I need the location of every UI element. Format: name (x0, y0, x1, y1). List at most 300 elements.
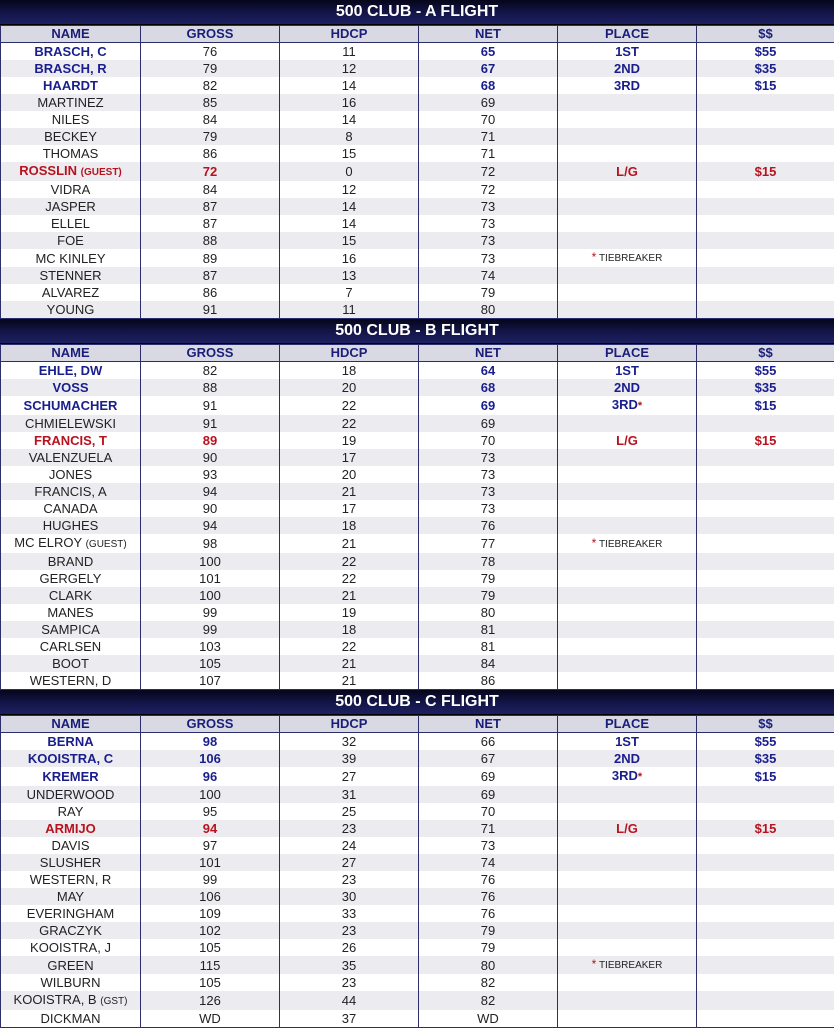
player-name-cell (1, 111, 141, 128)
payout (697, 145, 834, 162)
player-name: HUGHES (43, 518, 99, 533)
net-score: 72 (419, 162, 558, 181)
player-name: DAVIS (51, 838, 89, 853)
gross-score: 84 (141, 181, 280, 198)
place: 3RD (614, 78, 640, 93)
net-score: 73 (419, 483, 558, 500)
player-name-cell (1, 432, 141, 449)
gross-score: 93 (141, 466, 280, 483)
player-name: MC ELROY (14, 535, 82, 550)
gross-score: 91 (141, 396, 280, 415)
gross-score: 88 (141, 379, 280, 396)
handicap: 27 (280, 854, 419, 871)
player-name: MARTINEZ (37, 95, 103, 110)
column-header: NET (419, 26, 558, 43)
handicap: 23 (280, 922, 419, 939)
payout: $15 (697, 162, 834, 181)
net-score: 70 (419, 432, 558, 449)
player-name-cell (1, 820, 141, 837)
handicap: 20 (280, 379, 419, 396)
place-cell (558, 396, 697, 415)
table-row (1, 786, 834, 803)
player-name: WESTERN, D (30, 673, 112, 688)
tiebreaker-note: TIEBREAKER (599, 960, 662, 971)
table-row (1, 638, 834, 655)
net-score: 69 (419, 415, 558, 432)
place: 1ST (615, 363, 639, 378)
table-row (1, 888, 834, 905)
player-name: BRASCH, R (34, 61, 106, 76)
player-name: MC KINLEY (35, 251, 105, 266)
place: 3RD (612, 397, 638, 412)
net-score: 67 (419, 60, 558, 77)
payout: $55 (697, 733, 834, 751)
table-row (1, 483, 834, 500)
payout (697, 500, 834, 517)
place-cell (558, 1010, 697, 1028)
gross-score: 105 (141, 939, 280, 956)
place-cell (558, 553, 697, 570)
handicap: 22 (280, 415, 419, 432)
place-cell (558, 517, 697, 534)
player-name: THOMAS (43, 146, 99, 161)
table-row (1, 362, 834, 380)
player-name-cell (1, 672, 141, 690)
gross-score: 95 (141, 803, 280, 820)
place: 1ST (615, 44, 639, 59)
player-name-cell (1, 466, 141, 483)
player-name-cell (1, 232, 141, 249)
player-name-cell (1, 500, 141, 517)
payout: $35 (697, 60, 834, 77)
table-row (1, 449, 834, 466)
place-cell (558, 60, 697, 77)
place-cell (558, 466, 697, 483)
player-name: SAMPICA (41, 622, 100, 637)
tiebreak-asterisk: * (638, 400, 642, 412)
handicap: 22 (280, 570, 419, 587)
player-name: CLARK (49, 588, 92, 603)
handicap: 0 (280, 162, 419, 181)
gross-score: 101 (141, 854, 280, 871)
place-cell (558, 922, 697, 939)
place-cell (558, 181, 697, 198)
gross-score: 101 (141, 570, 280, 587)
place-cell (558, 232, 697, 249)
handicap: 16 (280, 249, 419, 267)
net-score: 73 (419, 837, 558, 854)
table-row (1, 379, 834, 396)
gross-score: 105 (141, 655, 280, 672)
handicap: 18 (280, 362, 419, 380)
gross-score: 109 (141, 905, 280, 922)
player-name: GRACZYK (39, 923, 102, 938)
net-score: 73 (419, 249, 558, 267)
player-name-cell (1, 587, 141, 604)
net-score: 81 (419, 621, 558, 638)
player-name-cell (1, 854, 141, 871)
place-cell (558, 733, 697, 751)
payout (697, 854, 834, 871)
place-cell (558, 43, 697, 61)
header-row (1, 26, 834, 43)
table-row (1, 905, 834, 922)
player-name-cell (1, 181, 141, 198)
player-name: ROSSLIN (19, 163, 77, 178)
net-score: 76 (419, 871, 558, 888)
table-row (1, 77, 834, 94)
place: 2ND (614, 751, 640, 766)
payout (697, 974, 834, 991)
column-header: PLACE (558, 345, 697, 362)
gross-score: 91 (141, 415, 280, 432)
table-row (1, 820, 834, 837)
gross-score: 100 (141, 587, 280, 604)
payout (697, 181, 834, 198)
payout: $15 (697, 77, 834, 94)
player-name: FRANCIS, A (34, 484, 106, 499)
player-name: KOOISTRA, B (14, 992, 97, 1007)
guest-tag: (GUEST) (86, 539, 127, 550)
gross-score: 82 (141, 362, 280, 380)
table-row (1, 621, 834, 638)
gross-score: 102 (141, 922, 280, 939)
gross-score: 79 (141, 60, 280, 77)
gross-score: 87 (141, 198, 280, 215)
player-name-cell (1, 60, 141, 77)
handicap: 23 (280, 871, 419, 888)
payout (697, 301, 834, 319)
table-row (1, 553, 834, 570)
handicap: 25 (280, 803, 419, 820)
table-row (1, 570, 834, 587)
payout (697, 786, 834, 803)
player-name: JASPER (45, 199, 96, 214)
table-row (1, 922, 834, 939)
gross-score: 94 (141, 483, 280, 500)
payout (697, 249, 834, 267)
place-cell (558, 905, 697, 922)
table-row (1, 733, 834, 751)
column-header: HDCP (280, 26, 419, 43)
table-row (1, 60, 834, 77)
player-name: NILES (52, 112, 90, 127)
place-cell (558, 837, 697, 854)
table-row (1, 232, 834, 249)
handicap: 11 (280, 43, 419, 61)
net-score: 84 (419, 655, 558, 672)
table-row (1, 672, 834, 690)
table-row (1, 871, 834, 888)
player-name: CANADA (43, 501, 97, 516)
player-name: CHMIELEWSKI (25, 416, 116, 431)
handicap: 12 (280, 181, 419, 198)
player-name-cell (1, 786, 141, 803)
handicap: 15 (280, 145, 419, 162)
net-score: 82 (419, 991, 558, 1010)
payout (697, 284, 834, 301)
handicap: 22 (280, 638, 419, 655)
player-name-cell (1, 215, 141, 232)
payout (697, 1010, 834, 1028)
player-name: MAY (57, 889, 84, 904)
tiebreaker-note: TIEBREAKER (599, 253, 662, 264)
handicap: 19 (280, 604, 419, 621)
net-score: 73 (419, 500, 558, 517)
place: 2ND (614, 61, 640, 76)
player-name-cell (1, 638, 141, 655)
handicap: 21 (280, 655, 419, 672)
player-name-cell (1, 1010, 141, 1028)
payout: $15 (697, 432, 834, 449)
place-cell (558, 145, 697, 162)
gross-score: 99 (141, 604, 280, 621)
player-name: KREMER (42, 769, 98, 784)
gross-score: 97 (141, 837, 280, 854)
net-score: 71 (419, 145, 558, 162)
table-row (1, 415, 834, 432)
gross-score: 106 (141, 750, 280, 767)
payout: $15 (697, 767, 834, 786)
payout (697, 415, 834, 432)
player-name-cell (1, 939, 141, 956)
player-name-cell (1, 655, 141, 672)
net-score: 73 (419, 215, 558, 232)
results-table (0, 715, 834, 1028)
player-name: MANES (47, 605, 93, 620)
gross-score: 88 (141, 232, 280, 249)
handicap: 14 (280, 215, 419, 232)
table-row (1, 43, 834, 61)
gross-score: 100 (141, 786, 280, 803)
handicap: 44 (280, 991, 419, 1010)
payout (697, 672, 834, 690)
net-score: 79 (419, 939, 558, 956)
net-score: WD (419, 1010, 558, 1028)
player-name: BRASCH, C (34, 44, 106, 59)
table-row (1, 284, 834, 301)
table-row (1, 767, 834, 786)
player-name-cell (1, 871, 141, 888)
handicap: 22 (280, 396, 419, 415)
tiebreak-asterisk: * (638, 771, 642, 783)
player-name: WILBURN (41, 975, 101, 990)
net-score: 81 (419, 638, 558, 655)
column-header: NAME (1, 26, 141, 43)
payout (697, 111, 834, 128)
player-name: ELLEL (51, 216, 90, 231)
player-name: BECKEY (44, 129, 97, 144)
gross-score: 99 (141, 871, 280, 888)
column-header: PLACE (558, 716, 697, 733)
column-header: GROSS (141, 345, 280, 362)
guest-tag: (GUEST) (81, 167, 122, 178)
net-score: 71 (419, 128, 558, 145)
gross-score: 106 (141, 888, 280, 905)
player-name-cell (1, 888, 141, 905)
player-name-cell (1, 301, 141, 319)
gross-score: 86 (141, 284, 280, 301)
table-row (1, 301, 834, 319)
place-cell (558, 128, 697, 145)
gross-score: 126 (141, 991, 280, 1010)
player-name: KOOISTRA, J (30, 940, 111, 955)
table-row (1, 128, 834, 145)
player-name: VIDRA (51, 182, 91, 197)
payout (697, 638, 834, 655)
table-row (1, 837, 834, 854)
player-name-cell (1, 415, 141, 432)
player-name-cell (1, 362, 141, 380)
net-score: 72 (419, 181, 558, 198)
handicap: 12 (280, 60, 419, 77)
handicap: 23 (280, 820, 419, 837)
place-cell (558, 162, 697, 181)
handicap: 17 (280, 449, 419, 466)
net-score: 69 (419, 786, 558, 803)
handicap: 20 (280, 466, 419, 483)
player-name-cell (1, 837, 141, 854)
column-header: PLACE (558, 26, 697, 43)
place-cell (558, 198, 697, 215)
handicap: 8 (280, 128, 419, 145)
payout (697, 570, 834, 587)
column-header: NET (419, 345, 558, 362)
handicap: 21 (280, 534, 419, 553)
player-name: VALENZUELA (29, 450, 113, 465)
player-name-cell (1, 570, 141, 587)
payout (697, 198, 834, 215)
net-score: 82 (419, 974, 558, 991)
player-name: SLUSHER (40, 855, 101, 870)
gross-score: 79 (141, 128, 280, 145)
payout (697, 888, 834, 905)
gross-score: 115 (141, 956, 280, 974)
payout: $15 (697, 820, 834, 837)
player-name-cell (1, 991, 141, 1010)
gross-score: 90 (141, 500, 280, 517)
player-name-cell (1, 483, 141, 500)
player-name: FRANCIS, T (34, 433, 107, 448)
net-score: 80 (419, 956, 558, 974)
player-name: STENNER (39, 268, 101, 283)
player-name: UNDERWOOD (27, 787, 115, 802)
place-cell (558, 604, 697, 621)
net-score: 68 (419, 379, 558, 396)
table-row (1, 94, 834, 111)
player-name: YOUNG (47, 302, 95, 317)
table-row (1, 396, 834, 415)
gross-score: 91 (141, 301, 280, 319)
player-name-cell (1, 379, 141, 396)
net-score: 76 (419, 517, 558, 534)
table-row (1, 249, 834, 267)
table-row (1, 145, 834, 162)
net-score: 79 (419, 922, 558, 939)
gross-score: 100 (141, 553, 280, 570)
player-name-cell (1, 767, 141, 786)
net-score: 73 (419, 198, 558, 215)
place-cell (558, 991, 697, 1010)
net-score: 70 (419, 803, 558, 820)
net-score: 74 (419, 267, 558, 284)
place-cell (558, 750, 697, 767)
table-row (1, 854, 834, 871)
place-cell (558, 655, 697, 672)
payout: $55 (697, 43, 834, 61)
column-header: GROSS (141, 716, 280, 733)
gross-score: 89 (141, 249, 280, 267)
player-name-cell (1, 974, 141, 991)
place-cell (558, 786, 697, 803)
net-score: 78 (419, 553, 558, 570)
table-row (1, 267, 834, 284)
handicap: 7 (280, 284, 419, 301)
place-cell (558, 621, 697, 638)
player-name-cell (1, 956, 141, 974)
gross-score: 105 (141, 974, 280, 991)
column-header: NET (419, 716, 558, 733)
handicap: 18 (280, 621, 419, 638)
player-name-cell (1, 733, 141, 751)
handicap: 37 (280, 1010, 419, 1028)
results-table (0, 25, 834, 319)
payout (697, 621, 834, 638)
player-name: HAARDT (43, 78, 98, 93)
place-cell (558, 767, 697, 786)
player-name: VOSS (52, 380, 88, 395)
payout (697, 232, 834, 249)
column-header: $$ (697, 345, 834, 362)
player-name-cell (1, 284, 141, 301)
player-name-cell (1, 449, 141, 466)
player-name: GREEN (47, 958, 93, 973)
column-header: HDCP (280, 716, 419, 733)
table-row (1, 162, 834, 181)
place-cell (558, 379, 697, 396)
handicap: 24 (280, 837, 419, 854)
place-cell (558, 449, 697, 466)
player-name-cell (1, 145, 141, 162)
player-name-cell (1, 94, 141, 111)
payout (697, 991, 834, 1010)
payout (697, 803, 834, 820)
column-header: NAME (1, 716, 141, 733)
header-row (1, 716, 834, 733)
handicap: 11 (280, 301, 419, 319)
player-name-cell (1, 553, 141, 570)
player-name-cell (1, 621, 141, 638)
place-cell (558, 888, 697, 905)
table-row (1, 974, 834, 991)
place-cell (558, 956, 697, 974)
net-score: 73 (419, 449, 558, 466)
column-header: GROSS (141, 26, 280, 43)
payout (697, 128, 834, 145)
payout (697, 956, 834, 974)
table-row (1, 466, 834, 483)
net-score: 77 (419, 534, 558, 553)
table-row (1, 655, 834, 672)
player-name: ARMIJO (45, 821, 96, 836)
gross-score: 107 (141, 672, 280, 690)
payout (697, 267, 834, 284)
net-score: 69 (419, 94, 558, 111)
table-row (1, 198, 834, 215)
place-cell (558, 500, 697, 517)
handicap: 15 (280, 232, 419, 249)
player-name-cell (1, 198, 141, 215)
